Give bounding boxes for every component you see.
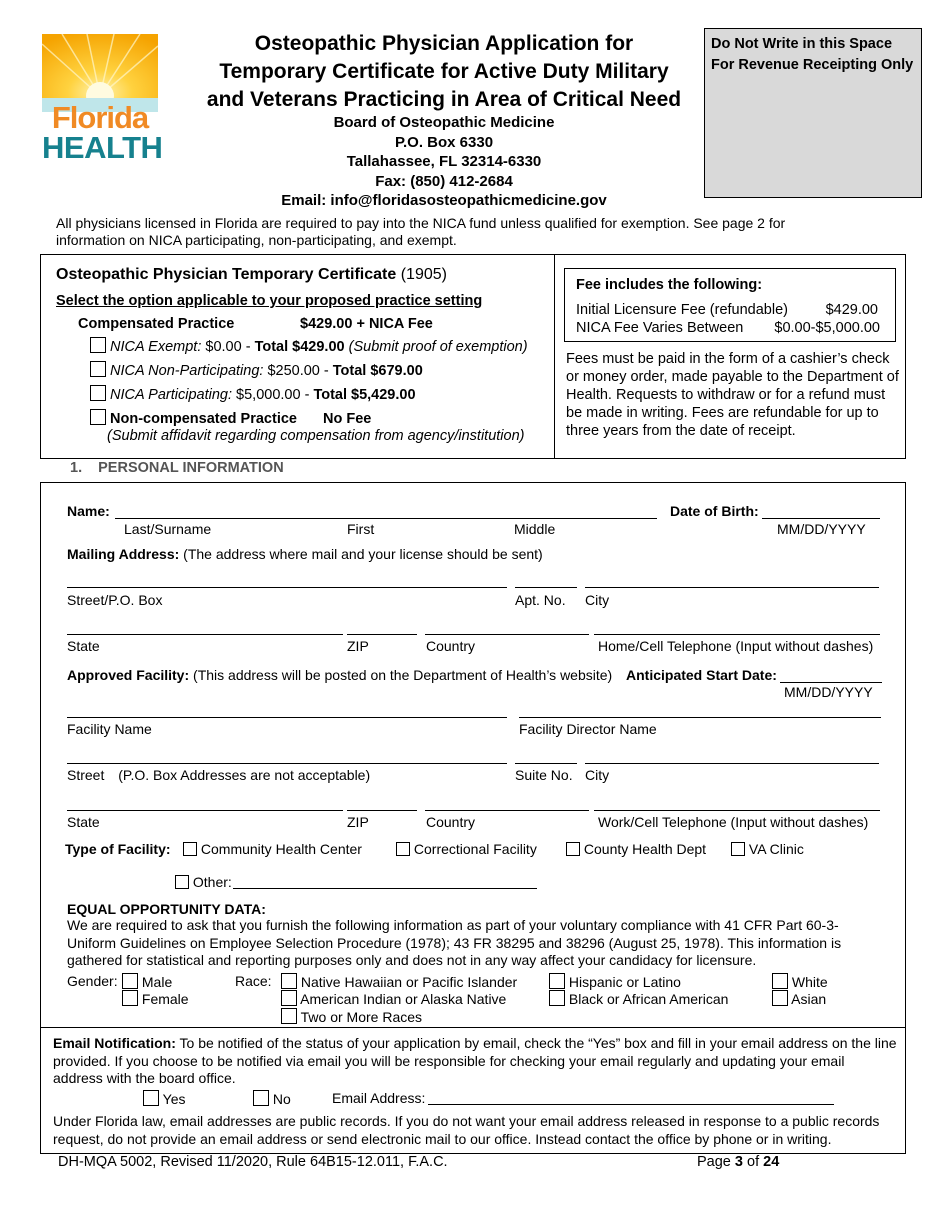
email-notification-text <box>53 1035 898 1088</box>
page-current: 3 <box>734 1154 743 1170</box>
start-date-label: Anticipated Start Date: <box>626 667 777 683</box>
page-of-word: of <box>747 1154 760 1170</box>
mailing-label-text: Mailing Address: <box>67 546 180 562</box>
email-no-label: No <box>272 1091 291 1107</box>
mailing-note: (The address where mail and your license should be sent) <box>183 546 543 562</box>
eeo-text: We are required to ask that you furnish the following information as part of your voluntary compliance with 41 CFR Part 60-3-Uniform Guidelines on Employee Selection Procedure (1978); 43 FR 38295 and 38296 (August 25, 1978). This information is gathered for statistical and reporting purposes only and does not in any way affect your candidacy for licensure. <box>67 917 842 968</box>
facility-country-input[interactable] <box>425 810 589 811</box>
fee-row2-label: NICA Fee Varies Between <box>576 320 744 336</box>
receipt-line-1: Do Not Write in this Space <box>711 36 893 52</box>
email-no-checkbox[interactable] <box>253 1090 269 1106</box>
female-checkbox[interactable] <box>122 990 138 1006</box>
fee-row1-label: Initial Licensure Fee (refundable) <box>576 302 788 318</box>
noncomp-note: (Submit affidavit regarding compensation from agency/institution) <box>107 428 525 444</box>
zip-caption: ZIP <box>347 638 369 654</box>
opt3-total: Total $5,429.00 <box>313 387 416 403</box>
city-input[interactable] <box>585 587 879 588</box>
page-word: Page <box>697 1154 731 1170</box>
state-input[interactable] <box>67 634 343 635</box>
option-nica-participating <box>90 385 416 403</box>
opt1-amount: $0.00 - <box>205 339 251 355</box>
title-line-2: Temporary Certificate for Active Duty Military <box>219 60 669 83</box>
email-notice-label: Email Notification: <box>53 1035 176 1051</box>
race-asian <box>772 990 826 1007</box>
title-line-1: Osteopathic Physician Application for <box>254 32 634 55</box>
zip-input[interactable] <box>347 634 417 635</box>
email-address-label: Email Address: <box>332 1090 426 1106</box>
race-white <box>772 973 828 990</box>
country-caption: Country <box>426 638 476 654</box>
option-nica-nonparticipating <box>90 361 423 379</box>
street-caption: Street/P.O. Box <box>67 592 163 608</box>
race5-label: Black or African American <box>568 991 729 1007</box>
race-american-indian <box>281 990 506 1007</box>
compensated-fee: $429.00 + NICA Fee <box>300 316 433 332</box>
type-va-label: VA Clinic <box>748 841 804 857</box>
nica-intro: All physicians licensed in Florida are required to pay into the NICA fund unless qualified for exemption. See page 2 for information on NICA participating, non-participating, and exempt. <box>56 215 786 248</box>
page-total: 24 <box>763 1154 780 1170</box>
dob-format: MM/DD/YYYY <box>777 521 866 537</box>
race-two-or-more <box>281 1008 422 1025</box>
race3-label: Two or More Races <box>300 1009 423 1025</box>
opt2-name: NICA Non-Participating: <box>110 363 264 379</box>
dob-label: Date of Birth: <box>670 503 759 519</box>
email-yes-label: Yes <box>162 1091 186 1107</box>
black-checkbox[interactable] <box>549 990 565 1006</box>
opt3-amount: $5,000.00 - <box>236 387 310 403</box>
race-label: Race: <box>235 973 272 989</box>
race2-label: American Indian or Alaska Native <box>300 991 507 1007</box>
suite-caption: Suite No. <box>515 767 573 783</box>
gender-female <box>122 990 189 1007</box>
country-input[interactable] <box>425 634 589 635</box>
female-label: Female <box>141 991 189 1007</box>
type-county-health <box>566 841 706 857</box>
work-phone-caption: Work/Cell Telephone (Input without dashes) <box>598 814 869 830</box>
race-native-hawaiian <box>281 973 517 990</box>
section-1-heading <box>70 460 284 476</box>
fac-street-text: Street <box>67 767 105 783</box>
email-law-text: Under Florida law, email addresses are public records. If you do not want your email address released in response to a public records request, do not provide an email address or send electronic mail to our office. Instead contact the office by phone or in writing. <box>53 1113 880 1147</box>
page-number <box>697 1154 779 1170</box>
race4-label: Hispanic or Latino <box>568 974 681 990</box>
other-checkbox[interactable] <box>175 875 189 889</box>
work-phone-input[interactable] <box>594 810 880 811</box>
certificate-title <box>56 266 447 284</box>
facility-zip-caption: ZIP <box>347 814 369 830</box>
facility-name-input[interactable] <box>67 717 507 718</box>
form-title <box>180 30 708 114</box>
race6-label: White <box>791 974 828 990</box>
facility-state-input[interactable] <box>67 810 343 811</box>
board-email: Email: info@floridasosteopathicmedicine.gov <box>281 192 607 209</box>
logo-word-health: HEALTH <box>42 130 163 165</box>
type-other <box>175 874 232 890</box>
board-name: Board of Osteopathic Medicine <box>333 114 555 131</box>
select-heading: Select the option applicable to your proposed practice setting <box>56 293 483 309</box>
community-health-checkbox[interactable] <box>183 842 197 856</box>
race-black <box>549 990 728 1007</box>
type-correctional <box>396 841 537 857</box>
last-name-caption: Last/Surname <box>124 521 212 537</box>
opt2-amount: $250.00 - <box>267 363 329 379</box>
street-input[interactable] <box>67 587 507 588</box>
apt-caption: Apt. No. <box>515 592 566 608</box>
certificate-title-text: Osteopathic Physician Temporary Certificate <box>56 266 397 283</box>
facility-label-text: Approved Facility: <box>67 667 190 683</box>
facility-type-label: Type of Facility: <box>65 841 171 857</box>
section-1-title: PERSONAL INFORMATION <box>98 460 284 476</box>
facility-country-caption: Country <box>426 814 476 830</box>
fac-street-note: (P.O. Box Addresses are not acceptable) <box>118 767 371 783</box>
form-number: DH-MQA 5002, Revised 11/2020, Rule 64B15-12.011, F.A.C. <box>58 1154 448 1170</box>
email-yes-checkbox[interactable] <box>143 1090 159 1106</box>
florida-health-logo <box>42 34 163 165</box>
gender-label: Gender: <box>67 973 118 989</box>
city-caption: City <box>585 592 610 608</box>
county-health-checkbox[interactable] <box>566 842 580 856</box>
name-input[interactable] <box>115 518 657 519</box>
logo-word-florida: Florida <box>51 100 149 135</box>
revenue-receipt-box <box>704 28 922 198</box>
noncomp-label: Non-compensated Practice <box>110 411 297 427</box>
type-correctional-label: Correctional Facility <box>413 841 537 857</box>
opt1-total: Total $429.00 <box>254 339 345 355</box>
email-notice-body: To be notified of the status of your application by email, check the “Yes” box and fill in your email address on the line provided. If you choose to be notified via email you will be responsible for checking your email regularly and updating your email address with the board office. <box>53 1035 897 1086</box>
nica-participating-checkbox[interactable] <box>90 385 106 401</box>
approved-facility-label <box>67 667 612 683</box>
first-name-caption: First <box>347 521 375 537</box>
email-yes <box>143 1090 185 1107</box>
home-phone-caption: Home/Cell Telephone (Input without dashes) <box>598 638 874 654</box>
receipt-line-2: For Revenue Receipting Only <box>711 57 914 73</box>
facility-state-caption: State <box>67 814 100 830</box>
apt-input[interactable] <box>515 587 577 588</box>
facility-street-caption <box>67 767 370 783</box>
facility-city-input[interactable] <box>585 763 879 764</box>
two-or-more-checkbox[interactable] <box>281 1008 297 1024</box>
title-line-3: and Veterans Practicing in Area of Critical Need <box>206 88 682 111</box>
nica-exempt-checkbox[interactable] <box>90 337 106 353</box>
dob-input[interactable] <box>762 518 880 519</box>
va-clinic-checkbox[interactable] <box>731 842 745 856</box>
fee-row1-value: $429.00 <box>825 302 878 318</box>
option-noncompensated <box>90 409 371 427</box>
fee-note: Fees must be paid in the form of a cashier’s check or money order, made payable to the Department of Health. Requests to withdraw or for a refund must be made in writing. Fees are refundable for up to three years from the date of receipt. <box>566 351 899 439</box>
male-checkbox[interactable] <box>122 973 138 989</box>
race7-label: Asian <box>791 991 827 1007</box>
gender-male <box>122 973 172 990</box>
opt1-name: NICA Exempt: <box>110 339 202 355</box>
type-community-label: Community Health Center <box>200 841 362 857</box>
white-checkbox[interactable] <box>772 973 788 989</box>
middle-name-caption: Middle <box>514 521 556 537</box>
option-nica-exempt <box>90 337 528 355</box>
email-address-input[interactable] <box>428 1104 834 1105</box>
email-no <box>253 1090 291 1107</box>
nica-nonparticipating-checkbox[interactable] <box>90 361 106 377</box>
director-caption: Facility Director Name <box>519 721 657 737</box>
race1-label: Native Hawaiian or Pacific Islander <box>300 974 518 990</box>
correctional-checkbox[interactable] <box>396 842 410 856</box>
start-date-input[interactable] <box>780 682 882 683</box>
home-phone-input[interactable] <box>594 634 880 635</box>
board-fax: Fax: (850) 412-2684 <box>375 172 513 190</box>
suite-input[interactable] <box>515 763 577 764</box>
native-hawaiian-checkbox[interactable] <box>281 973 297 989</box>
board-pobox: P.O. Box 6330 <box>394 133 494 151</box>
noncompensated-checkbox[interactable] <box>90 409 106 425</box>
facility-note: (This address will be posted on the Department of Health’s website) <box>193 667 613 683</box>
facility-name-caption: Facility Name <box>67 721 152 737</box>
state-caption: State <box>67 638 100 654</box>
mailing-address-label <box>67 546 543 562</box>
section-1-number: 1. <box>70 460 83 476</box>
board-address <box>180 113 708 211</box>
type-other-label: Other: <box>192 874 232 890</box>
eeo-heading: EQUAL OPPORTUNITY DATA: <box>67 901 266 917</box>
american-indian-checkbox[interactable] <box>281 990 297 1006</box>
certificate-divider <box>554 254 555 459</box>
opt1-note: (Submit proof of exemption) <box>348 339 528 355</box>
fee-row2-value: $0.00-$5,000.00 <box>774 320 880 336</box>
start-date-format: MM/DD/YYYY <box>784 684 873 700</box>
fee-heading: Fee includes the following: <box>576 277 763 293</box>
name-label: Name: <box>67 503 110 519</box>
type-county-label: County Health Dept <box>583 841 707 857</box>
male-label: Male <box>141 974 173 990</box>
opt3-name: NICA Participating: <box>110 387 232 403</box>
compensated-label: Compensated Practice <box>78 316 235 332</box>
race-hispanic <box>549 973 681 990</box>
director-name-input[interactable] <box>519 717 881 718</box>
certificate-code: (1905) <box>400 266 447 283</box>
opt2-total: Total $679.00 <box>332 363 423 379</box>
board-city: Tallahassee, FL 32314-6330 <box>346 153 542 170</box>
hispanic-checkbox[interactable] <box>549 973 565 989</box>
facility-street-input[interactable] <box>67 763 507 764</box>
facility-zip-input[interactable] <box>347 810 417 811</box>
type-community-health <box>183 841 362 857</box>
noncomp-fee: No Fee <box>323 411 372 427</box>
type-va-clinic <box>731 841 804 857</box>
other-input[interactable] <box>233 888 537 889</box>
asian-checkbox[interactable] <box>772 990 788 1006</box>
facility-city-caption: City <box>585 767 610 783</box>
